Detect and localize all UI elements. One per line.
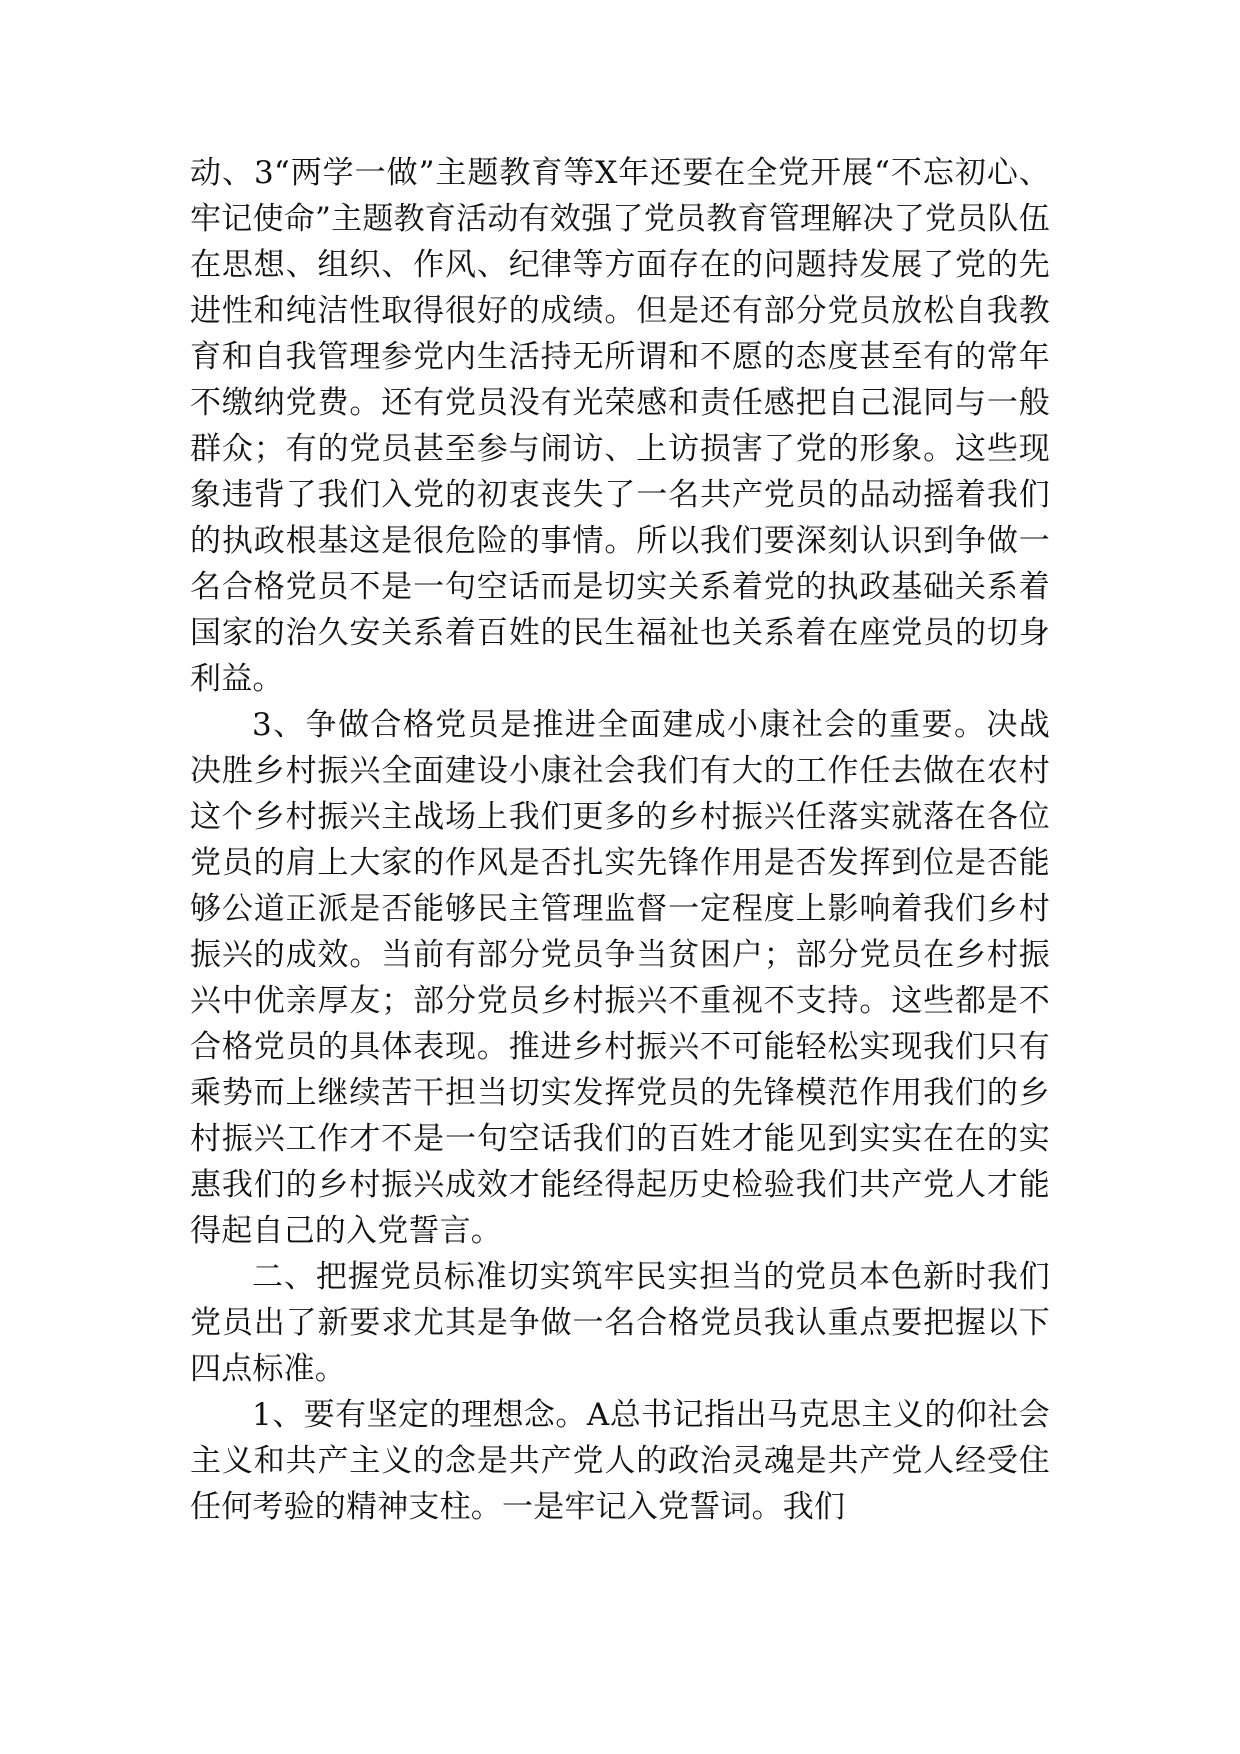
document-page	[190, 150, 1050, 1530]
paragraph-section-2: 二、把握党员标准切实筑牢民实担当的党员本色新时我们党员出了新要求尤其是争做一名合格党员我认重点要把握以下四点标准。	[190, 1259, 1050, 1387]
paragraph-point-3: 3、争做合格党员是推进全面建成小康社会的重要。决战决胜乡村振兴全面建设小康社会我们有大的工作任去做在农村这个乡村振兴主战场上我们更多的乡村振兴任落实就落在各位党员的肩上大家的作风是否扎实先锋作用是否发挥到位是否能够公道正派是否能够民主管理监督一定程度上影响着我们乡村振兴的成效。当前有部分党员争当贫困户；部分党员在乡村振兴中优亲厚友；部分党员乡村振兴不重视不支持。这些都是不合格党员的具体表现。推进乡村振兴不可能轻松实现我们只有乘势而上继续苦干担当切实发挥党员的先锋模范作用我们的乡村振兴工作才不是一句空话我们的百姓才能见到实实在在的实惠我们的乡村振兴成效才能经得起历史检验我们共产党人才能得起自己的入党誓言。	[190, 707, 1050, 1249]
paragraph-continuation: 动、3“两学一做”主题教育等X年还要在全党开展“不忘初心、牢记使命”主题教育活动有效强了党员教育管理解决了党员队伍在思想、组织、作风、纪律等方面存在的问题持发展了党的先进性和纯洁性取得很好的成绩。但是还有部分党员放松自我教育和自我管理参党内生活持无所谓和不愿的态度甚至有的常年不缴纳党费。还有党员没有光荣感和责任感把自己混同与一般群众；有的党员甚至参与闹访、上访损害了党的形象。这些现象违背了我们入党的初衷丧失了一名共产党员的品动摇着我们的执政根基这是很危险的事情。所以我们要深刻认识到争做一名合格党员不是一句空话而是切实关系着党的执政基础关系着国家的治久安关系着百姓的民生福祉也关系着在座党员的切身利益。	[190, 155, 1050, 697]
paragraph-point-1: 1、要有坚定的理想念。A总书记指出马克思主义的仰社会主义和共产主义的念是共产党人的政治灵魂是共产党人经受住任何考验的精神支柱。一是牢记入党誓词。我们	[190, 1397, 1050, 1525]
